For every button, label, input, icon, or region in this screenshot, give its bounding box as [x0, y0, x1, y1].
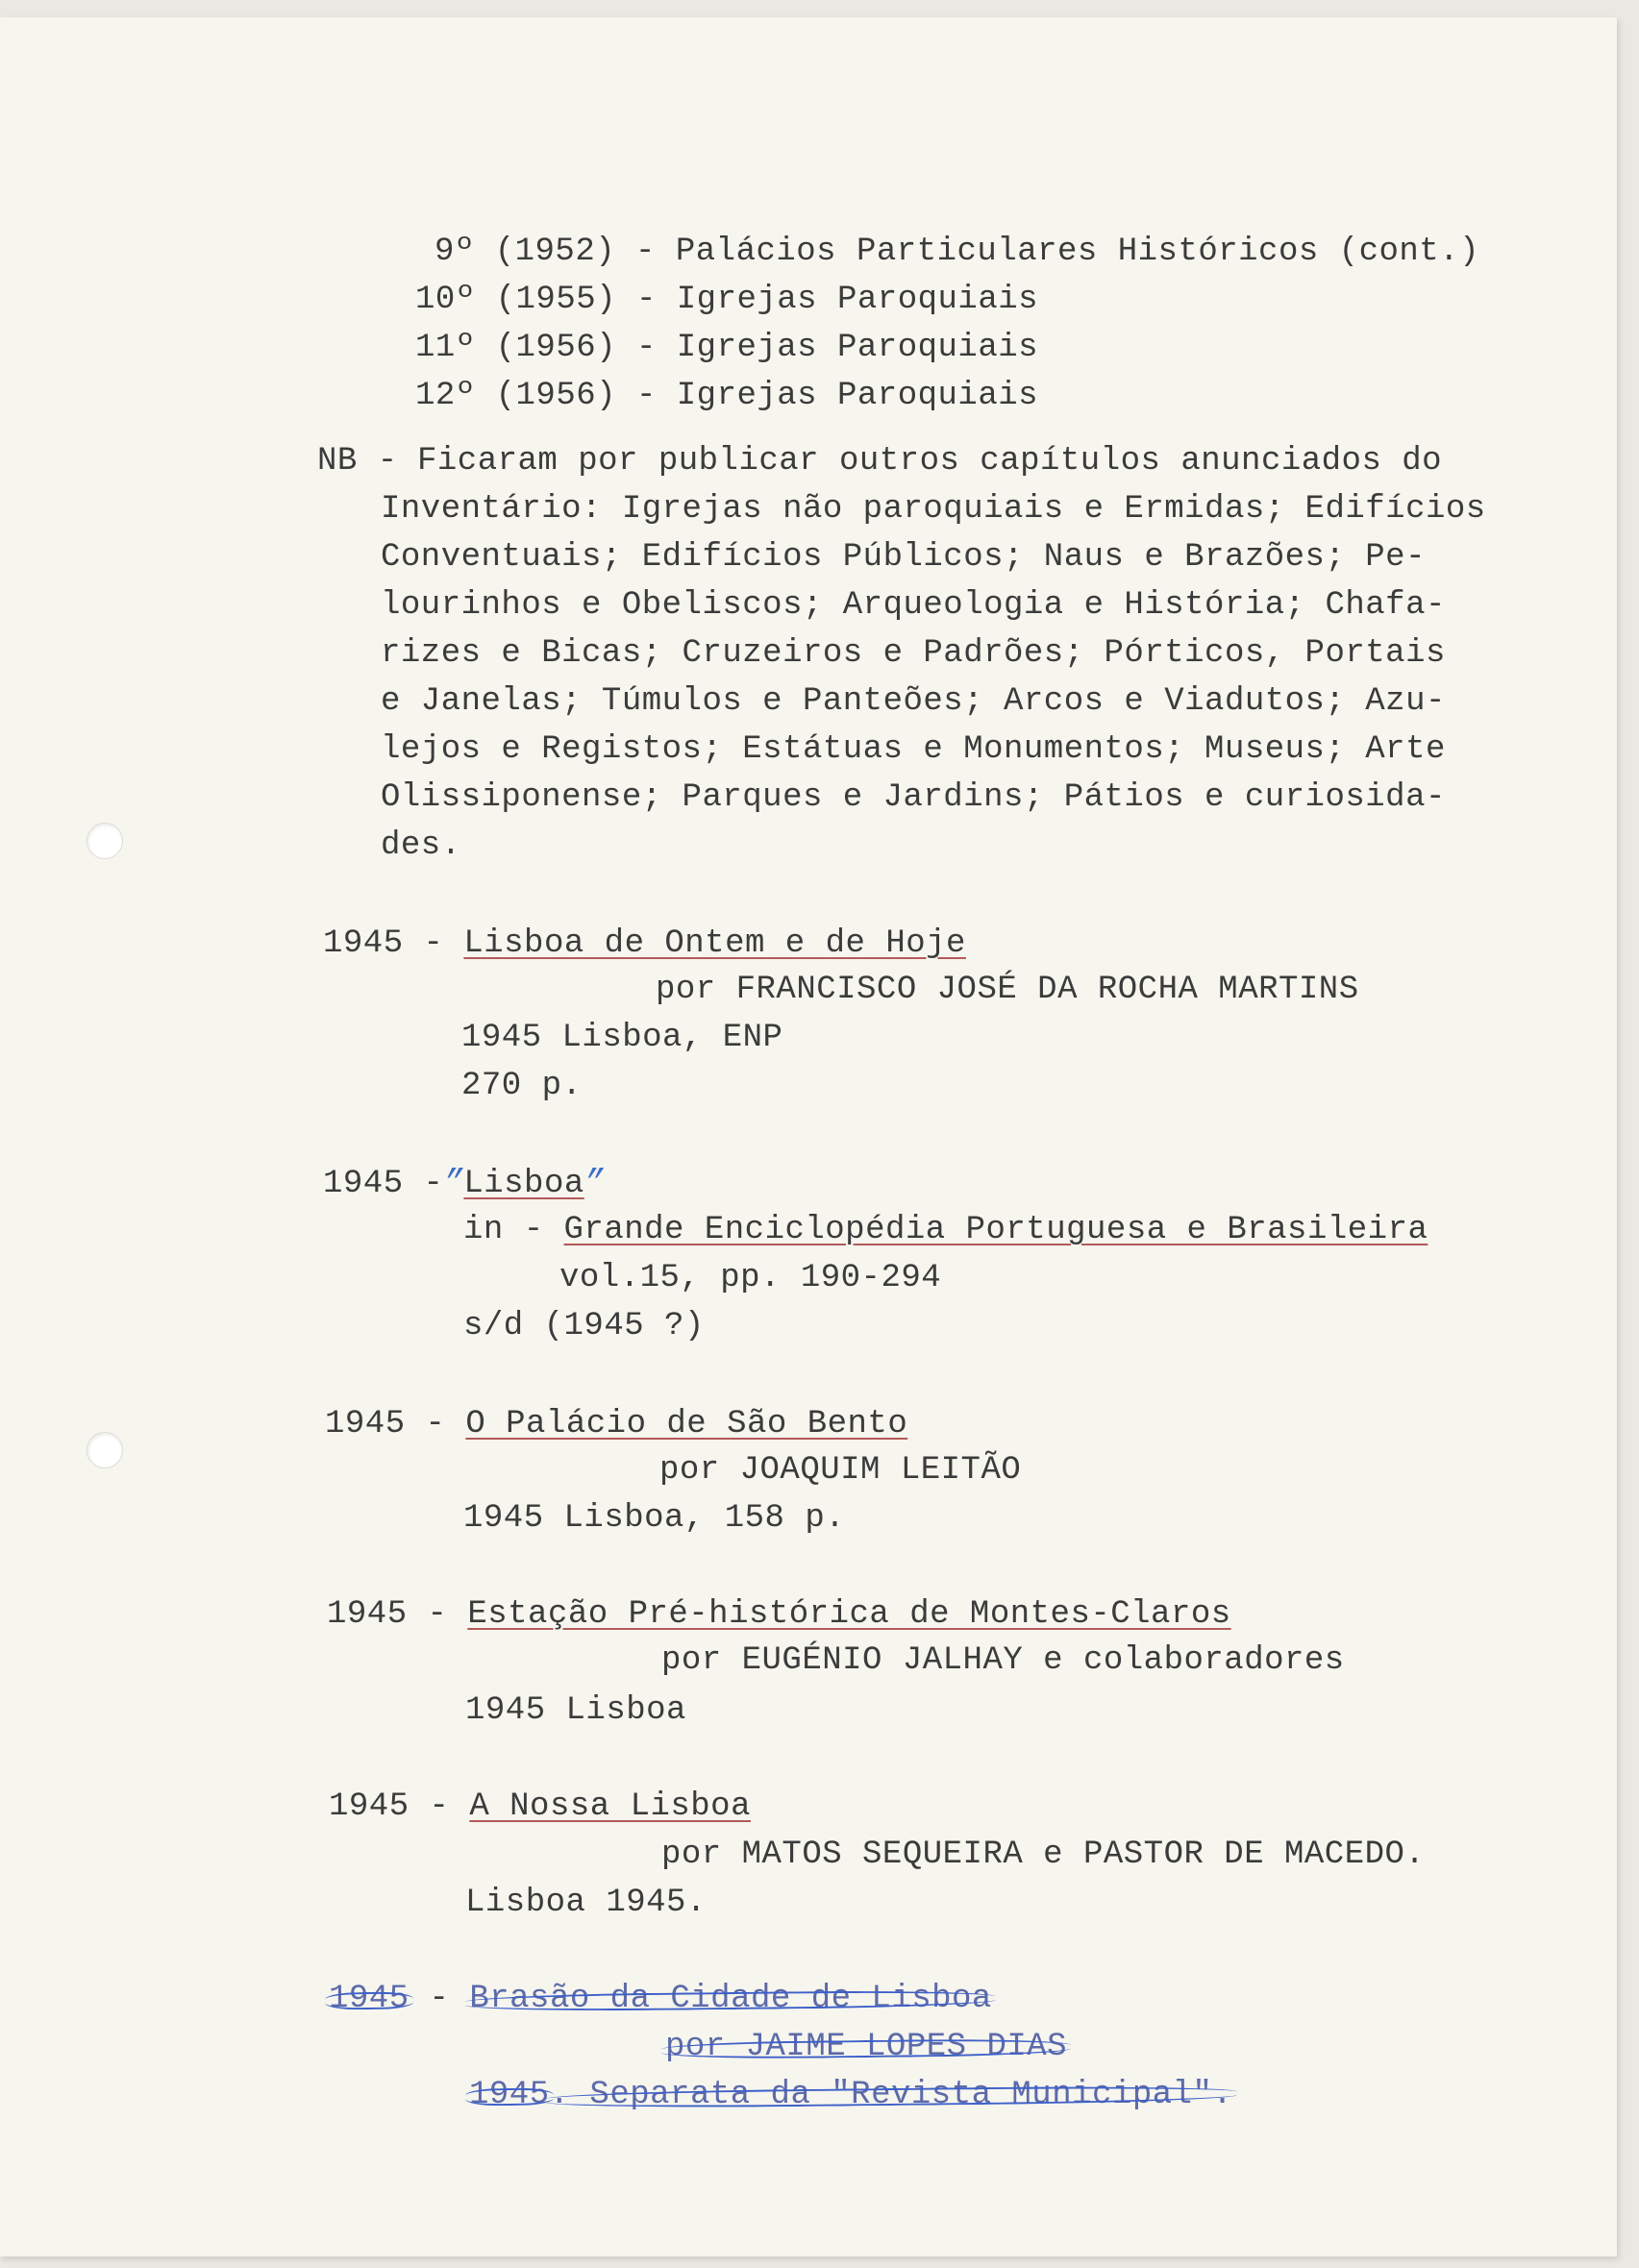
- note-line: Ficaram por publicar outros capítulos anunciados do: [417, 443, 1443, 480]
- struck-entry-heading: 1945 - Brasão da Cidade de Lisboa: [329, 1981, 992, 2017]
- binder-hole-icon: [87, 1432, 123, 1468]
- entry-heading: 1945 - Lisboa de Ontem e de Hoje: [323, 925, 966, 962]
- struck-year: 1945: [329, 1981, 410, 2017]
- entry-heading: 1945 - Estação Pré-histórica de Montes-Claros: [327, 1596, 1231, 1633]
- entry-heading: 1945 - A Nossa Lisboa: [329, 1788, 751, 1825]
- note-line: lourinhos e Obeliscos; Arqueologia e História; Chafa-: [381, 587, 1446, 624]
- entry-heading: 1945 -”Lisboa”: [323, 1166, 605, 1202]
- entry-publication: 1945 Lisboa, 158 p.: [463, 1500, 846, 1537]
- entry-title: Lisboa de Ontem e de Hoje: [463, 925, 966, 962]
- entry-heading: 1945 - O Palácio de São Bento: [325, 1406, 908, 1442]
- quote-mark: ”: [443, 1166, 464, 1202]
- entry-title: Estação Pré-histórica de Montes-Claros: [467, 1596, 1231, 1633]
- volume-line: 12º (1956) - Igrejas Paroquiais: [415, 378, 1039, 414]
- volume-line: 10º (1955) - Igrejas Paroquiais: [415, 282, 1039, 318]
- note-line: des.: [381, 827, 461, 864]
- entry-author: por EUGÉNIO JALHAY e colaboradores: [661, 1642, 1345, 1679]
- volume-line: 9º (1952) - Palácios Particulares Históricos (cont.): [435, 234, 1479, 270]
- binder-hole-icon: [87, 823, 123, 859]
- entry-publication: 1945 Lisboa, ENP: [461, 1020, 783, 1056]
- note-line: rizes e Bicas; Cruzeiros e Padrões; Pórticos, Portais: [381, 635, 1446, 672]
- entry-author: por FRANCISCO JOSÉ DA ROCHA MARTINS: [656, 972, 1359, 1008]
- note-prefix: NB -: [317, 443, 398, 480]
- note-line: Conventuais; Edifícios Públicos; Naus e Brazões; Pe-: [381, 539, 1426, 576]
- entry-author: por JOAQUIM LEITÃO: [659, 1452, 1022, 1489]
- entry-title: A Nossa Lisboa: [469, 1788, 751, 1825]
- note-line: lejos e Registos; Estátuas e Monumentos; Museus; Arte: [381, 731, 1446, 768]
- quote-mark: ”: [584, 1166, 605, 1202]
- note-line: e Janelas; Túmulos e Panteões; Arcos e Viadutos; Azu-: [381, 683, 1446, 720]
- entry-publication: 1945 Lisboa: [465, 1692, 686, 1729]
- entry-pages: 270 p.: [461, 1068, 583, 1104]
- entry-title: Lisboa: [463, 1166, 584, 1202]
- struck-title: Brasão da Cidade de Lisboa: [469, 1981, 992, 2017]
- note-line: Inventário: Igrejas não paroquiais e Ermidas; Edifícios: [381, 491, 1486, 528]
- entry-in-reference: in - Grande Enciclopédia Portuguesa e Brasileira: [463, 1212, 1428, 1248]
- entry-publication: Lisboa 1945.: [465, 1885, 707, 1921]
- volume-line: 11º (1956) - Igrejas Paroquiais: [415, 330, 1039, 366]
- entry-volume: vol.15, pp. 190-294: [559, 1260, 942, 1296]
- struck-entry-author: por JAIME LOPES DIAS: [665, 2029, 1068, 2065]
- entry-title: O Palácio de São Bento: [465, 1406, 908, 1442]
- struck-entry-publication: 1945. Separata da "Revista Municipal".: [469, 2077, 1233, 2113]
- entry-author: por MATOS SEQUEIRA e PASTOR DE MACEDO.: [661, 1837, 1426, 1873]
- entry-date: s/d (1945 ?): [463, 1308, 705, 1344]
- note-line: Olissiponense; Parques e Jardins; Pátios e curiosida-: [381, 779, 1446, 816]
